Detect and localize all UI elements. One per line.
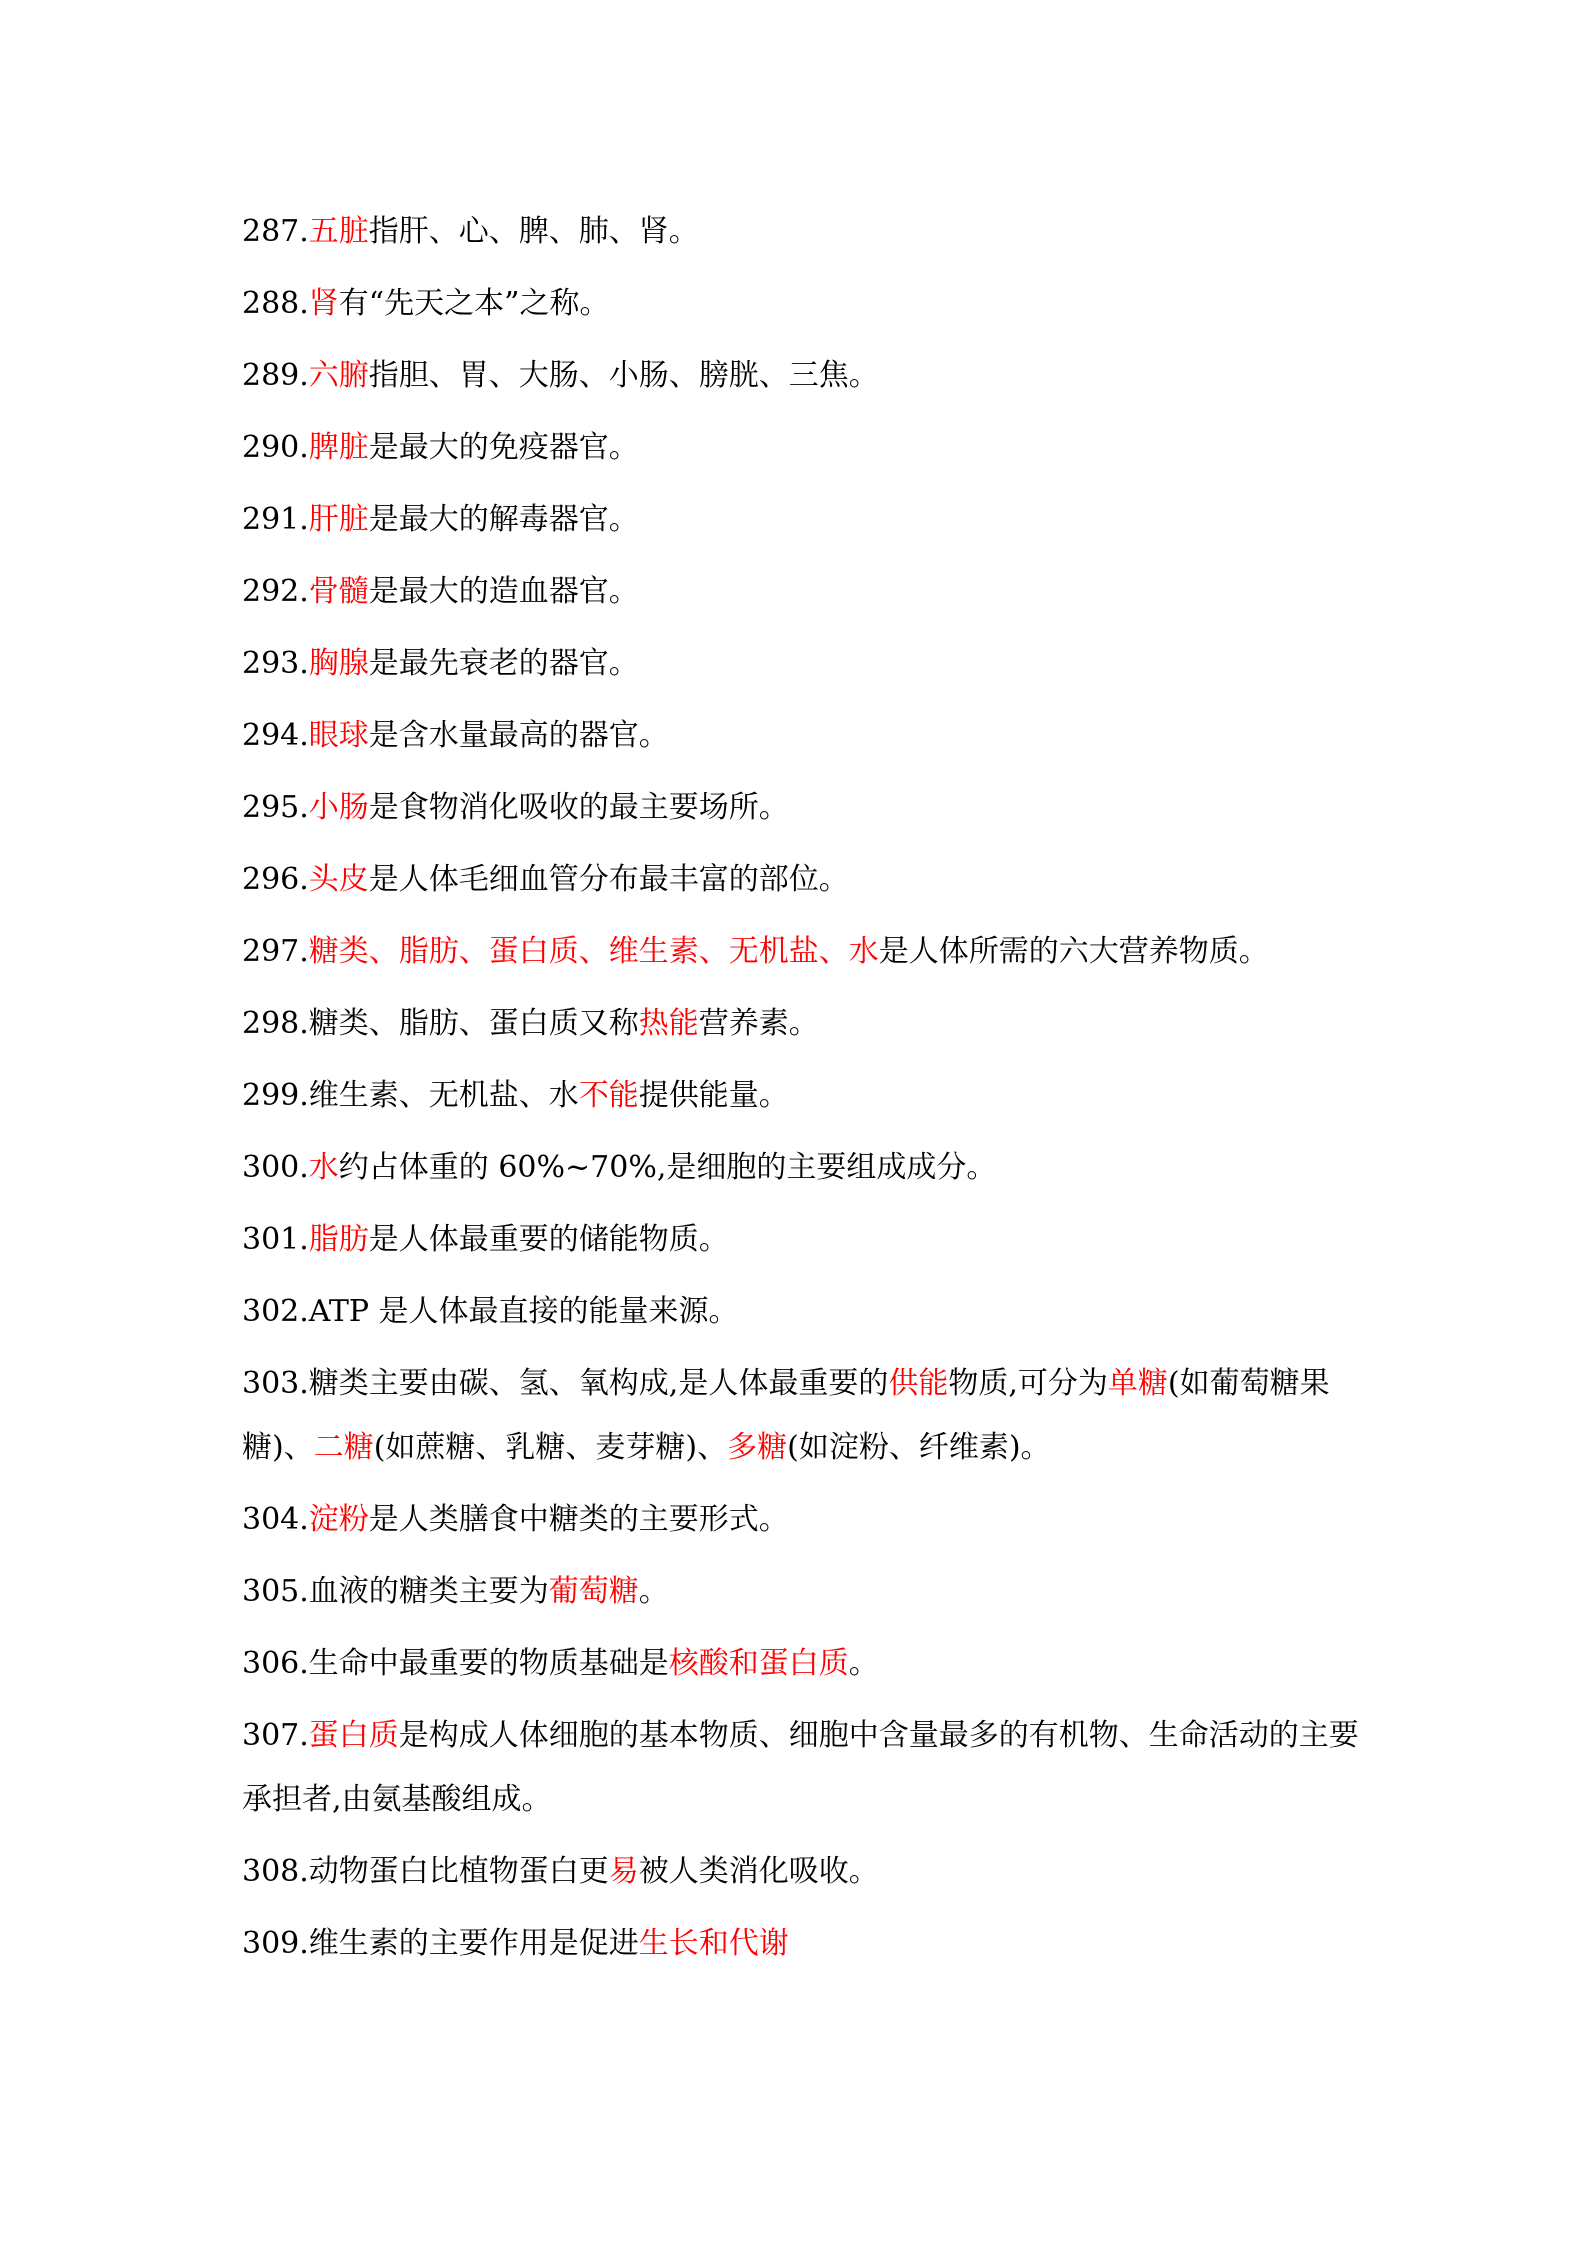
text-segment: 300.	[242, 1150, 309, 1185]
text-segment: 约占体重的 60%~70%,是细胞的主要组成成分。	[338, 1150, 997, 1185]
text-segment: 是人类膳食中糖类的主要形式。	[368, 1502, 789, 1537]
text-segment: 是最先衰老的器官。	[368, 646, 639, 681]
list-item	[242, 556, 1362, 628]
text-segment: 309.维生素的主要作用是促进	[242, 1926, 639, 1961]
highlighted-term: 水	[308, 1150, 339, 1185]
highlighted-term: 脾脏	[308, 430, 369, 465]
highlighted-term: 脂肪	[308, 1222, 369, 1257]
text-segment: 305.血液的糖类主要为	[242, 1574, 549, 1609]
text-segment: 298.糖类、脂肪、蛋白质又称	[242, 1006, 639, 1041]
list-item	[242, 412, 1362, 484]
list-item	[242, 1204, 1362, 1276]
list-item	[242, 340, 1362, 412]
text-segment: 290.	[242, 430, 309, 465]
text-segment: 293.	[242, 646, 309, 681]
list-item	[242, 844, 1362, 916]
list-item	[242, 1628, 1362, 1700]
text-segment: 303.糖类主要由碳、氢、氧构成,是人体最重要的	[242, 1366, 889, 1401]
text-segment: 299.维生素、无机盐、水	[242, 1078, 579, 1113]
text-segment: 物质,可分为	[948, 1366, 1108, 1401]
highlighted-term: 糖类、脂肪、蛋白质、维生素、无机盐、水	[308, 934, 879, 969]
highlighted-term: 骨髓	[308, 574, 369, 609]
text-segment: 308.动物蛋白比植物蛋白更	[242, 1854, 609, 1889]
text-segment: 296.	[242, 862, 309, 897]
list-item	[242, 484, 1362, 556]
highlighted-term: 二糖	[313, 1430, 374, 1465]
highlighted-term: 单糖	[1107, 1366, 1168, 1401]
text-segment: 被人类消化吸收。	[638, 1854, 879, 1889]
list-item	[242, 772, 1362, 844]
highlighted-term: 不能	[578, 1078, 639, 1113]
highlighted-term: 淀粉	[308, 1502, 369, 1537]
text-segment: (如蔗糖、乳糖、麦芽糖)、	[373, 1430, 728, 1465]
highlighted-term: 肝脏	[308, 502, 369, 537]
list-item	[242, 1556, 1362, 1628]
text-segment: 297.	[242, 934, 309, 969]
list-item	[242, 1132, 1362, 1204]
list-item	[242, 196, 1362, 268]
text-segment: 是人体所需的六大营养物质。	[878, 934, 1269, 969]
highlighted-term: 生长和代谢	[638, 1926, 789, 1961]
text-segment: 292.	[242, 574, 309, 609]
text-segment: 是人体最重要的储能物质。	[368, 1222, 729, 1257]
text-segment: 307.	[242, 1718, 309, 1753]
text-segment: 294.	[242, 718, 309, 753]
list-item	[242, 988, 1362, 1060]
text-segment: 。	[848, 1646, 879, 1681]
text-segment: 是食物消化吸收的最主要场所。	[368, 790, 789, 825]
highlighted-term: 头皮	[308, 862, 369, 897]
text-segment: (如葡萄糖果糖)、	[242, 1366, 1330, 1465]
highlighted-term: 眼球	[308, 718, 369, 753]
text-segment: 提供能量。	[638, 1078, 789, 1113]
list-item	[242, 1700, 1362, 1836]
text-segment: 指胆、胃、大肠、小肠、膀胱、三焦。	[368, 358, 879, 393]
text-segment: 301.	[242, 1222, 309, 1257]
text-segment: 304.	[242, 1502, 309, 1537]
list-item	[242, 1060, 1362, 1132]
list-item	[242, 700, 1362, 772]
text-segment: 。	[638, 1574, 669, 1609]
text-segment: 302.ATP 是人体最直接的能量来源。	[242, 1294, 739, 1329]
highlighted-term: 葡萄糖	[548, 1574, 639, 1609]
highlighted-term: 蛋白质	[308, 1718, 399, 1753]
highlighted-term: 供能	[888, 1366, 949, 1401]
text-segment: 是最大的解毒器官。	[368, 502, 639, 537]
highlighted-term: 易	[608, 1854, 639, 1889]
text-segment: 295.	[242, 790, 309, 825]
list-item	[242, 1348, 1362, 1484]
list-item	[242, 268, 1362, 340]
highlighted-term: 热能	[638, 1006, 699, 1041]
text-segment: 是构成人体细胞的基本物质、细胞中含量最多的有机物、生命活动的主要承担者,由氨基酸组成。	[242, 1718, 1359, 1817]
text-segment: 291.	[242, 502, 309, 537]
text-segment: 指肝、心、脾、肺、肾。	[368, 214, 699, 249]
list-item	[242, 1908, 1362, 1980]
text-segment: 287.	[242, 214, 309, 249]
document-body	[242, 196, 1362, 1980]
highlighted-term: 小肠	[308, 790, 369, 825]
text-segment: 有“先天之本”之称。	[338, 286, 610, 321]
highlighted-term: 胸腺	[308, 646, 369, 681]
text-segment: 是最大的免疫器官。	[368, 430, 639, 465]
highlighted-term: 五脏	[308, 214, 369, 249]
highlighted-term: 核酸和蛋白质	[668, 1646, 849, 1681]
list-item	[242, 628, 1362, 700]
text-segment: (如淀粉、纤维素)。	[787, 1430, 1051, 1465]
list-item	[242, 1484, 1362, 1556]
list-item	[242, 916, 1362, 988]
list-item	[242, 1836, 1362, 1908]
highlighted-term: 多糖	[727, 1430, 788, 1465]
text-segment: 289.	[242, 358, 309, 393]
text-segment: 是含水量最高的器官。	[368, 718, 669, 753]
list-item	[242, 1276, 1362, 1348]
highlighted-term: 六腑	[308, 358, 369, 393]
text-segment: 306.生命中最重要的物质基础是	[242, 1646, 669, 1681]
text-segment: 是最大的造血器官。	[368, 574, 639, 609]
text-segment: 288.	[242, 286, 309, 321]
highlighted-term: 肾	[308, 286, 339, 321]
text-segment: 是人体毛细血管分布最丰富的部位。	[368, 862, 849, 897]
text-segment: 营养素。	[698, 1006, 819, 1041]
